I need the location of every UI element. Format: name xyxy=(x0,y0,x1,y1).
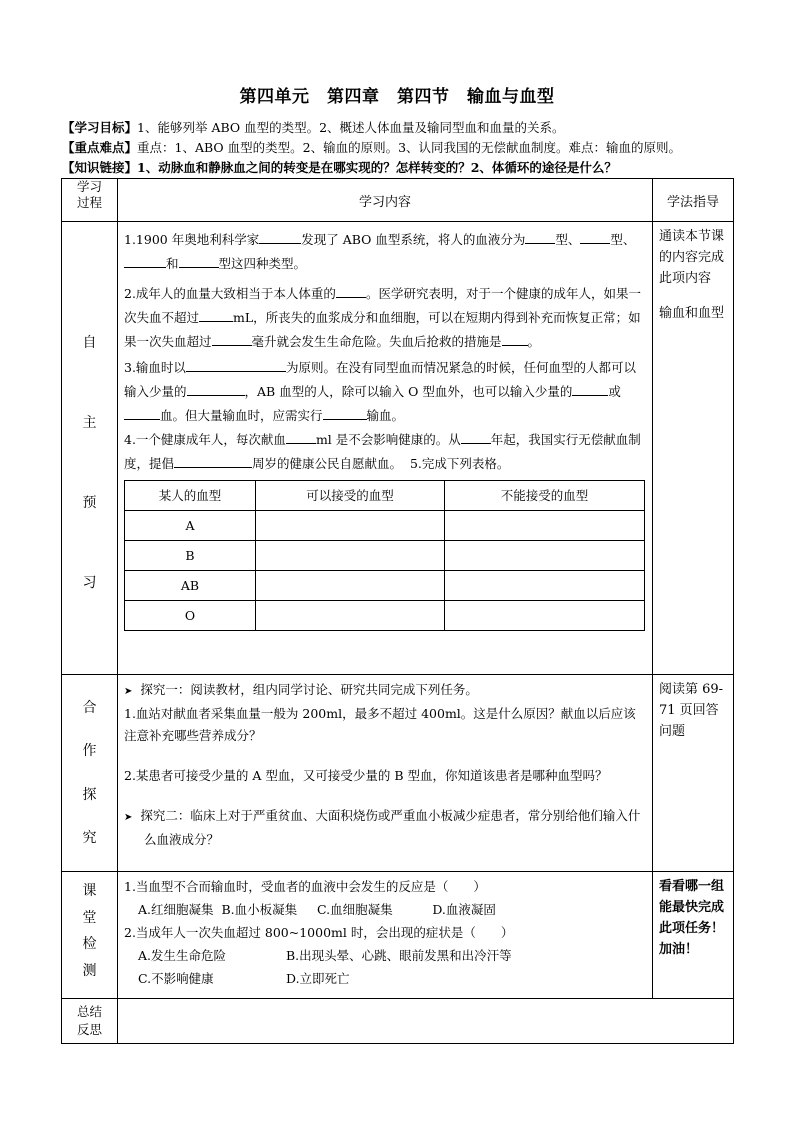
answer-blank[interactable] xyxy=(174,453,252,468)
option-d[interactable]: D.立即死亡 xyxy=(286,971,350,986)
knowledge-links xyxy=(62,158,742,176)
answer-cell[interactable] xyxy=(445,541,645,571)
cooperation-content xyxy=(118,675,653,872)
explore-1: ➤ 探究一：阅读教材，组内同学讨论、研究共同完成下列任务。 xyxy=(124,682,478,697)
answer-blank[interactable] xyxy=(186,357,286,372)
question-1: 1.1900 年奥地利科学家 发现了 ABO 血型系统，将人的血液分为 型、 型、 和 型这四种类型。 xyxy=(124,228,647,276)
arrowhead-bullet-icon: ➤ xyxy=(124,686,133,697)
summary-content[interactable] xyxy=(118,999,734,1044)
test-question-2-options xyxy=(124,944,647,967)
answer-blank[interactable] xyxy=(323,405,367,420)
answer-cell[interactable] xyxy=(256,571,445,601)
table-row xyxy=(125,571,645,601)
test-question-1-options xyxy=(124,898,647,921)
test-question-2: 2.当成年人一次失血超过 800~1000ml 时，会出现的症状是（ ） xyxy=(124,925,514,940)
answer-blank[interactable] xyxy=(461,429,491,444)
guide-text: 输血和血型 xyxy=(659,306,725,321)
self-study-guide xyxy=(653,222,734,675)
answer-cell[interactable] xyxy=(256,601,445,631)
learning-goals xyxy=(62,118,742,136)
coop-question-2: 2.某患者可接受少量的 A 型血，又可接受少量的 B 型血，你知道该患者是哪种血型吗？ xyxy=(124,768,608,783)
option-a[interactable]: A.发生生命危险 xyxy=(138,948,227,963)
table-row xyxy=(125,601,645,631)
summary-label: 总结反思 xyxy=(62,999,118,1044)
answer-cell[interactable] xyxy=(256,541,445,571)
option-c[interactable]: C.不影响健康 xyxy=(138,971,214,986)
class-test-guide: 看看哪一组能最快完成此项任务！加油！ xyxy=(653,872,734,999)
key-points-text: 重点：1、ABO 血型的类型。2、输血的原则。3、认同我国的无偿献血制度。难点：输血的原则。 xyxy=(137,140,682,155)
option-a[interactable]: A.红细胞凝集 xyxy=(138,902,214,917)
answer-blank[interactable] xyxy=(336,283,366,298)
answer-cell[interactable] xyxy=(445,511,645,541)
answer-cell[interactable] xyxy=(445,571,645,601)
arrowhead-bullet-icon: ➤ xyxy=(124,812,133,823)
answer-blank[interactable] xyxy=(502,331,528,346)
blood-type-table xyxy=(124,480,645,631)
option-d[interactable]: D.血液凝固 xyxy=(432,902,496,917)
blood-type-cell: A xyxy=(125,511,256,541)
learning-goals-label: 【学习目标】 xyxy=(62,120,138,135)
option-b[interactable]: B.血小板凝集 xyxy=(221,902,298,917)
answer-cell[interactable] xyxy=(445,601,645,631)
header-process: 学习过程 xyxy=(62,179,118,222)
class-test-content xyxy=(118,872,653,999)
option-c[interactable]: C.血细胞凝集 xyxy=(317,902,393,917)
coop-question-1: 1.血站对献血者采集血量一般为 200ml，最多不超过 400ml。这是什么原因？献血以后应该注意补充哪些营养成分？ xyxy=(124,706,636,743)
answer-blank[interactable] xyxy=(259,229,301,244)
explore-2: ➤ 探究二：临床上对于严重贫血、大面积烧伤或严重血小板减少症患者，常分别给他们输入什么血液成分？ xyxy=(124,808,641,847)
answer-blank[interactable] xyxy=(580,229,610,244)
question-4: 4.一个健康成年人，每次献血 ml 是不会影响健康的。从 年起，我国实行无偿献血制度，提倡 周岁的健康公民自愿献血。 5.完成下列表格。 xyxy=(124,428,647,476)
key-points-label: 【重点难点】 xyxy=(62,140,138,155)
test-question-1: 1.当血型不合而输血时，受血者的血液中会发生的反应是（ ） xyxy=(124,879,486,894)
blood-type-cell: O xyxy=(125,601,256,631)
col-header-cannot-receive: 不能接受的血型 xyxy=(445,481,645,511)
page-title: 第四单元 第四章 第四节 输血与血型 xyxy=(239,87,555,107)
col-header-can-receive: 可以接受的血型 xyxy=(256,481,445,511)
header-guide: 学法指导 xyxy=(653,179,734,222)
class-test-label: 课 堂 检 测 xyxy=(62,872,118,999)
answer-blank[interactable] xyxy=(187,381,245,396)
self-study-content xyxy=(118,222,653,675)
summary-row xyxy=(62,999,734,1044)
answer-blank[interactable] xyxy=(124,405,160,420)
question-2: 2.成年人的血量大致相当于本人体重的 。医学研究表明，对于一个健康的成年人，如果一次失血不超过 mL，所丧失的血浆成分和血细胞，可以在短期内得到补充而恢复正常；如果一次失血超过 毫升就会发生生命危险。失血后抢救的措施是 。 xyxy=(124,282,647,354)
table-header-row xyxy=(62,179,734,222)
blood-type-cell: B xyxy=(125,541,256,571)
cooperation-row xyxy=(62,675,734,872)
cooperation-label: 合 作 探 究 xyxy=(62,675,118,872)
answer-blank[interactable] xyxy=(525,229,555,244)
self-study-label: 自 主 预 习 xyxy=(62,222,118,675)
class-test-row xyxy=(62,872,734,999)
answer-blank[interactable] xyxy=(286,429,316,444)
option-b[interactable]: B.出现头晕、心跳、眼前发黑和出冷汗等 xyxy=(286,948,512,963)
answer-blank[interactable] xyxy=(212,331,252,346)
cooperation-guide: 阅读第 69-71 页回答问题 xyxy=(653,675,734,872)
test-question-2-options-2 xyxy=(124,967,647,990)
answer-blank[interactable] xyxy=(199,307,233,322)
question-3: 3.输血时以 为原则。在没有同型血而情况紧急的时候，任何血型的人都可以输入少量的 ，AB 血型的人，除可以输入 O 型血外，也可以输入少量的 或血。但大量输血时，应需实行 输血。 xyxy=(124,356,647,428)
table-row xyxy=(125,541,645,571)
blood-type-table-header xyxy=(125,481,645,511)
answer-cell[interactable] xyxy=(256,511,445,541)
guide-text: 通读本节课的内容完成此项内容 xyxy=(659,229,725,286)
table-row xyxy=(125,511,645,541)
answer-blank[interactable] xyxy=(572,381,608,396)
knowledge-links-text: 1、动脉血和静脉血之间的转变是在哪实现的？怎样转变的？2、体循环的途径是什么？ xyxy=(137,160,617,175)
knowledge-links-label: 【知识链接】 xyxy=(62,160,138,175)
header-content: 学习内容 xyxy=(118,179,653,222)
learning-goals-text: 1、能够列举 ABO 血型的类型。2、概述人体血量及输同型血和血量的关系。 xyxy=(137,120,565,135)
answer-blank[interactable] xyxy=(179,253,219,268)
key-points xyxy=(62,138,742,156)
blood-type-cell: AB xyxy=(125,571,256,601)
col-header-blood-type: 某人的血型 xyxy=(125,481,256,511)
worksheet-table xyxy=(61,178,734,1044)
answer-blank[interactable] xyxy=(124,253,166,268)
self-study-row xyxy=(62,222,734,675)
